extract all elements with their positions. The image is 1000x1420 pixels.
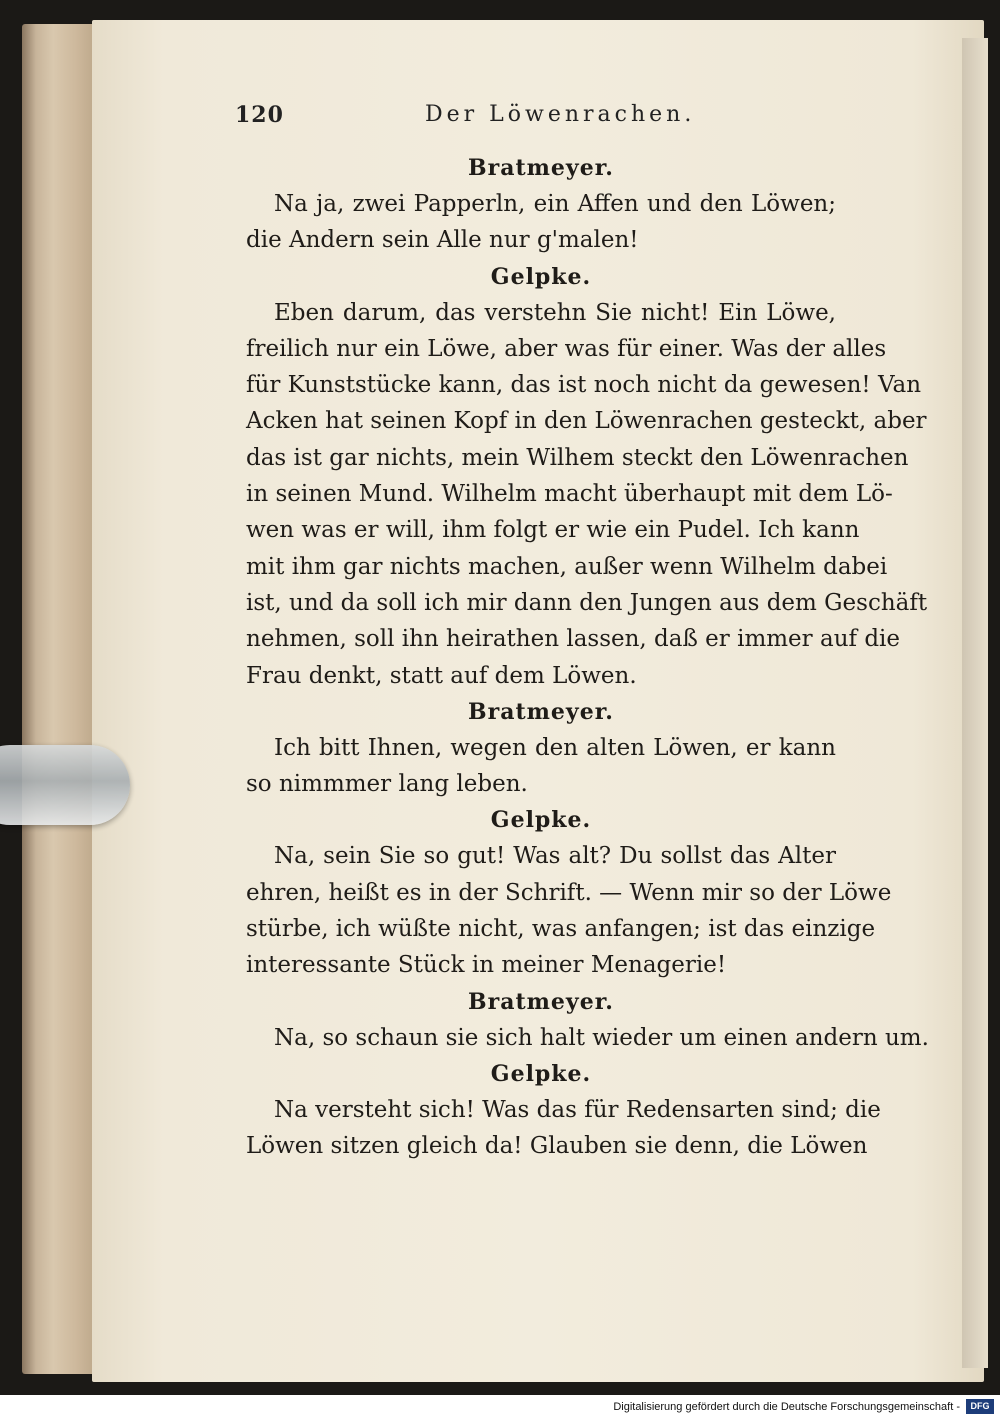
text-line: Na, sein Sie so gut! Was alt? Du sollst das Alter: [274, 843, 836, 870]
book-page-edges: [22, 24, 100, 1374]
text-line: Na, so schaun sie sich halt wieder um einen andern um.: [274, 1024, 929, 1051]
running-title: Der Löwenrachen.: [425, 102, 696, 127]
page-number: 120: [235, 102, 284, 128]
text-line: interessante Stück in meiner Menagerie!: [246, 952, 727, 979]
text-line: stürbe, ich wüßte nicht, was anfangen; ist das einzige: [246, 916, 876, 943]
text-line: Ich bitt Ihnen, wegen den alten Löwen, er kann: [274, 734, 836, 761]
text-block: [246, 150, 929, 1165]
text-line: die Andern sein Alle nur g'malen!: [246, 227, 639, 254]
text-line: ehren, heißt es in der Schrift. — Wenn mir so der Löwe: [246, 879, 892, 906]
text-line: in seinen Mund. Wilhelm macht überhaupt mit dem Lö-: [246, 481, 893, 508]
dfg-logo: DFG: [966, 1399, 994, 1414]
text-line: Löwen sitzen gleich da! Glauben sie denn, die Löwen: [246, 1133, 868, 1160]
page-holder-clip: [0, 745, 130, 825]
text-line: das ist gar nichts, mein Wilhem steckt den Löwenrachen: [246, 444, 909, 471]
speaker-heading: Gelpke.: [490, 1060, 592, 1087]
dialogue-paragraph: [246, 1020, 929, 1056]
running-head: [235, 102, 845, 132]
speaker-heading: Gelpke.: [490, 263, 592, 290]
text-line: Na versteht sich! Was das für Redensarten sind; die: [274, 1096, 881, 1123]
speaker-heading: Bratmeyer.: [468, 155, 614, 181]
text-line: so nimmmer lang leben.: [246, 771, 528, 798]
text-line: nehmen, soll ihn heirathen lassen, daß er immer auf die: [246, 626, 901, 653]
text-line: mit ihm gar nichts machen, außer wenn Wilhelm dabei: [246, 553, 888, 580]
speaker-heading: Gelpke.: [490, 807, 592, 834]
facing-page-edge: [962, 38, 988, 1368]
dialogue-paragraph: [246, 838, 892, 983]
text-line: Frau denkt, statt auf dem Löwen.: [246, 662, 637, 689]
text-line: ist, und da soll ich mir dann den Jungen aus dem Geschäft: [246, 589, 928, 616]
text-line: Acken hat seinen Kopf in den Löwenrachen gesteckt, aber: [246, 408, 927, 435]
speaker-heading: Bratmeyer.: [468, 698, 614, 725]
dialogue-paragraph: [246, 1092, 881, 1165]
dialogue-paragraph: [246, 186, 836, 259]
text-line: Eben darum, das verstehn Sie nicht! Ein Löwe,: [274, 299, 836, 326]
speaker-heading: Bratmeyer.: [468, 988, 614, 1015]
text-line: wen was er will, ihm folgt er wie ein Pudel. Ich kann: [246, 517, 860, 544]
text-line: für Kunststücke kann, das ist noch nicht da gewesen! Van: [246, 372, 922, 399]
footer-bar: [0, 1395, 1000, 1420]
text-line: freilich nur ein Löwe, aber was für einer. Was der alles: [246, 335, 887, 362]
dialogue-paragraph: [246, 295, 928, 694]
text-line: Na ja, zwei Papperln, ein Affen und den Löwen;: [274, 191, 836, 217]
dialogue-paragraph: [246, 730, 836, 803]
funding-credit: Digitalisierung gefördert durch die Deutsche Forschungsgemeinschaft -: [613, 1401, 960, 1413]
